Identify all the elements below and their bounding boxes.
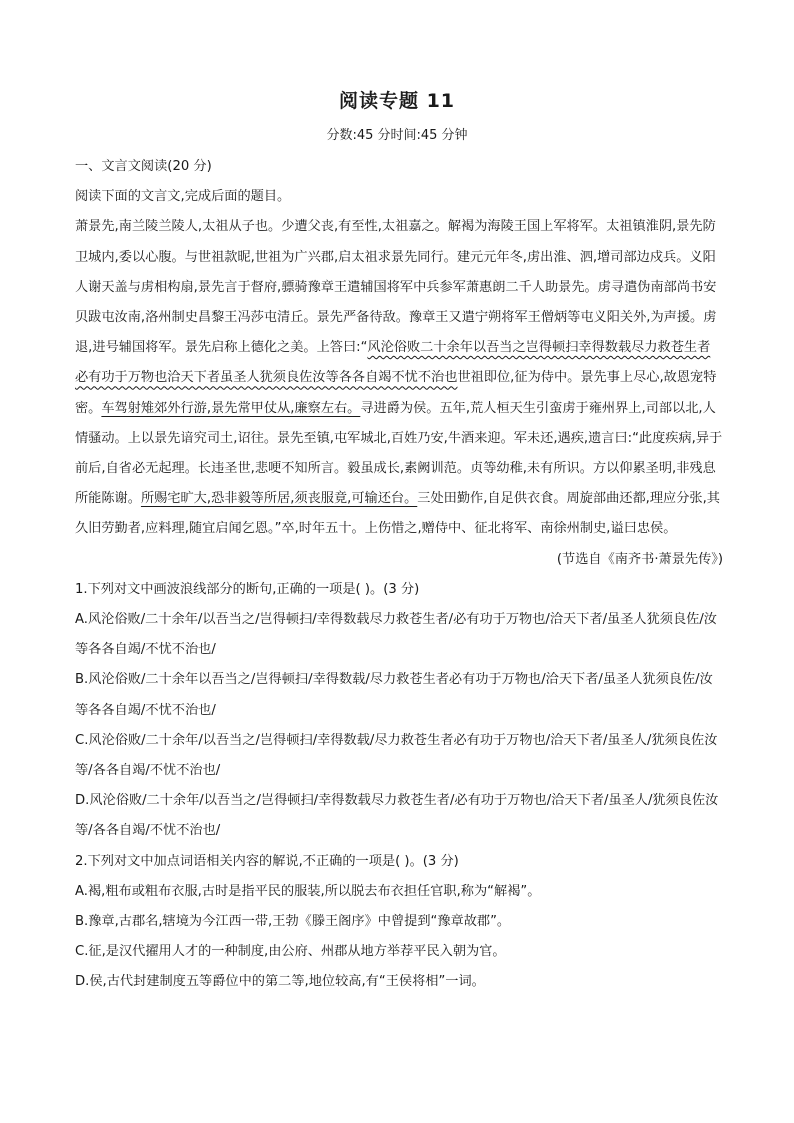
exam-content — [75, 152, 723, 998]
question-2-option-d: D.侯,古代封建制度五等爵位中的第二等,地位较高,有“王侯将相”一词。 — [75, 974, 485, 990]
question-1-stem: 1.下列对文中画波浪线部分的断句,正确的一项是( )。(3 分) — [75, 581, 420, 597]
passage-source: (节选自《南齐书·萧景先传》) — [556, 551, 723, 567]
wavy-underlined-text: 风沦俗败二十余年以吾当之岂得顿扫幸得数载尽力救苍生者必有功于万物也洽天下者虽圣人犹须良佐汝等各各自竭不忧不治也 — [75, 340, 711, 386]
passage-text-1: 萧景先,南兰陵兰陵人,太祖从子也。少遭父丧,有至性,太祖嘉之。解褐为海陵王国上军将军。太祖镇淮阴,景先防卫城内,委以心腹。与世祖款昵,世祖为广兴郡,启太祖求景先同行。建元元年冬,虏出淮、泗,增司部边戍兵。义阳人谢天盖与虏相构扇,景先言于督府,骠骑豫章王遣辅国将军中兵参军萧惠朗二千人助景先。虏寻遣伪南部尚书安贝跋屯汝南,洛州制史昌黎王冯莎屯清丘。景先严备待敌。豫章王又遣宁朔将军王僧炳等屯义阳关外,为声援。虏退,进号辅国将军。景先启称上德化之美。上答曰:“ — [75, 219, 717, 356]
passage-text-4: 三处田勤作,自足供衣食。周旋部曲还都,理应分张,其久旧劳勤者,应料理,随宜启闻乞恩。”卒,时年五十。上伤惜之,赠侍中、征北将军、南徐州制史,谥曰忠侯。 — [75, 491, 720, 537]
section-heading: 一、文言文阅读(20 分) — [75, 159, 212, 174]
question-2-option-b: B.豫章,古郡名,辖境为今江西一带,王勃《滕王阁序》中曾提到“豫章故郡”。 — [75, 914, 511, 930]
question-1-option-b: B.风沦俗败/二十余年以吾当之/岂得顿扫/幸得数载/尽力救苍生者必有功于万物也/洽天下者/虽圣人犹须良佐/汝等各各自竭/不忧不治也/ — [75, 672, 713, 718]
page-title: 阅读专题 11 — [338, 90, 456, 112]
question-1-option-d: D.风沦俗败/二十余年/以吾当之/岂得顿扫/幸得数载尽力救苍生者/必有功于万物也/洽天下者/虽圣人/犹须良佐汝等/各各自竭/不忧不治也/ — [75, 793, 719, 839]
score-time-info: 分数:45 分时间:45 分钟 — [326, 128, 468, 143]
underlined-sentence-1: 车驾射雉郊外行游,景先常甲仗从,廉察左右。 — [101, 400, 361, 416]
passage-text-2: 世祖即位,征为侍中。景先事上尽心,故恩宠特密。 — [75, 370, 717, 416]
question-1-option-a: A.风沦俗败/二十余年/以吾当之/岂得顿扫/幸得数载尽力救苍生者/必有功于万物也/洽天下者/虽圣人犹须良佐/汝等各各自竭/不忧不治也/ — [75, 612, 717, 658]
section-instruction: 阅读下面的文言文,完成后面的题目。 — [75, 189, 291, 205]
passage-text-3: 寻进爵为侯。五年,荒人桓天生引蛮虏于雍州界上,司部以北,人情骚动。上以景先谙究司土,诏往。景先至镇,屯军城北,百姓乃安,牛酒来迎。军未还,遇疾,遗言曰:“此度疾病,异于前后,自省必无起理。长违圣世,悲哽不知所言。毅虽成长,素阙训范。贞等幼稚,未有所识。方以仰累圣明,非残息所能陈谢。 — [75, 400, 723, 507]
underlined-sentence-2: 所赐宅旷大,恐非毅等所居,须丧服竟,可输还台。 — [140, 491, 418, 507]
question-2-option-a: A.褐,粗布或粗布衣服,古时是指平民的服装,所以脱去布衣担任官职,称为“解褐”。 — [75, 883, 541, 899]
question-1-option-c: C.风沦俗败/二十余年/以吾当之/岂得顿扫/幸得数载/尽力救苍生者必有功于万物也/洽天下者/虽圣人/犹须良佐汝等/各各自竭/不忧不治也/ — [75, 732, 718, 779]
question-2-option-c: C.征,是汉代擢用人才的一种制度,由公府、州郡从地方举荐平民入朝为官。 — [75, 944, 506, 960]
classical-passage — [75, 212, 723, 544]
question-2-stem: 2.下列对文中加点词语相关内容的解说,不正确的一项是( )。(3 分) — [75, 853, 459, 869]
